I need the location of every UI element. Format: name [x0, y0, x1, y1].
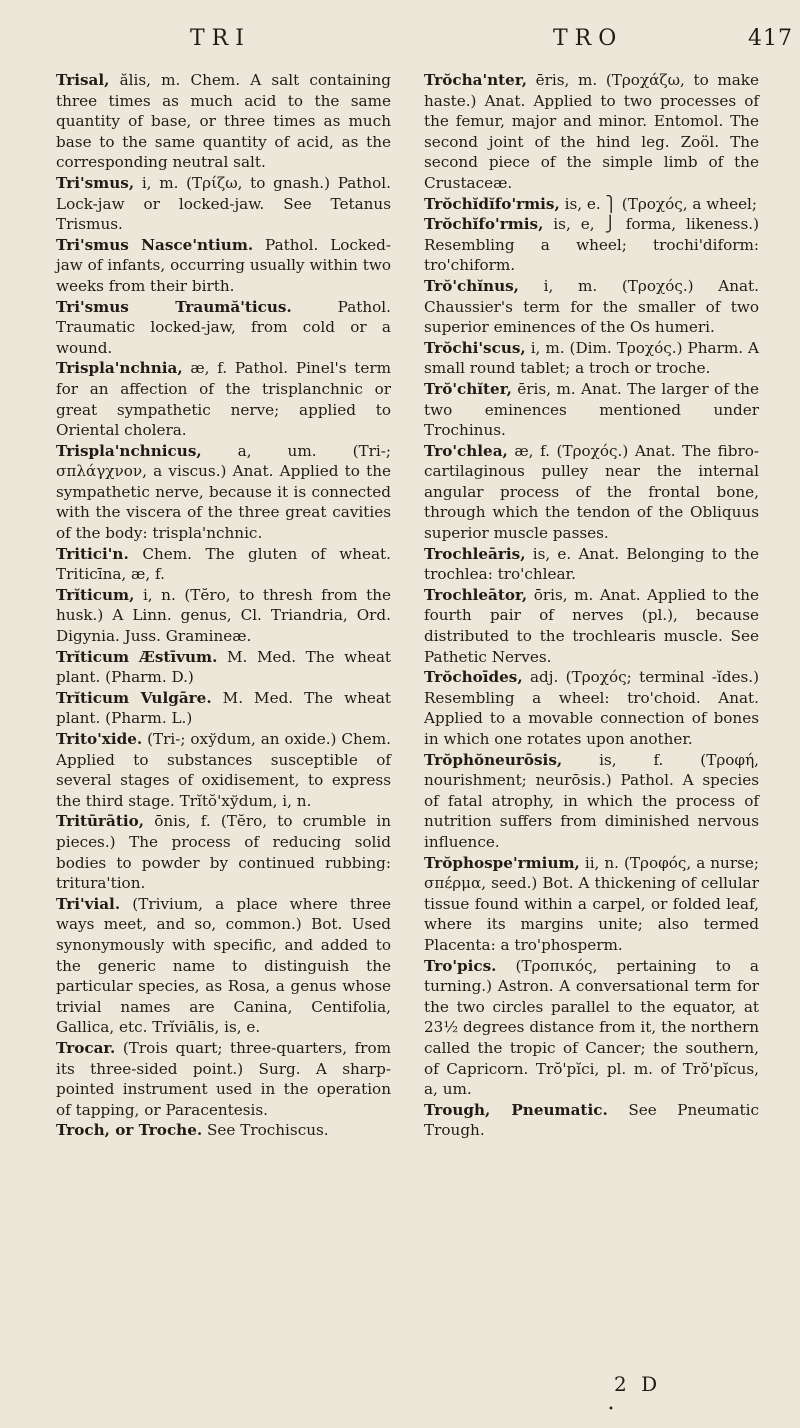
entry-definition: ēris, m. Anat. The larger of the two eminences mentioned under Trochinus.	[424, 379, 759, 440]
dictionary-entry	[424, 379, 759, 441]
entry-definition: a, um. (Tri-; σπλάγχνον, a viscus.) Anat. Applied to the sympathetic nerve, because it is connected with the viscera of the three great cavities of the body: trispla'nchnic.	[56, 441, 391, 543]
entry-definition: (Trois quart; three-quarters, from its three-sided point.) Surg. A sharp-pointed instrument used in the operation of tapping, or Paracentesis.	[56, 1038, 391, 1119]
entry-headword: Tri'vial.	[56, 894, 121, 913]
entry-definition: ōnis, f. (Tĕro, to crumble in pieces.) The process of reducing solid bodies to powder by continued rubbing: tritura'tion.	[56, 812, 391, 893]
entry-headword: Trŏcha'nter,	[424, 71, 528, 89]
dictionary-entry	[56, 297, 391, 359]
entry-headword: Tro'chlea,	[424, 441, 508, 460]
dictionary-entry	[56, 811, 391, 893]
entry-headword: Trispla'nchnia,	[56, 359, 183, 378]
entry-definition: is, e. ⎫ (Τροχός, a wheel;	[559, 194, 758, 213]
entry-headword: Trisal,	[56, 71, 110, 89]
entry-definition: ălis, m. Chem. A salt containing three times as much acid to the same quantity of base, or three times as much base to the same quantity of acid, as the corresponding neutral salt.	[56, 71, 391, 172]
dictionary-entry	[56, 441, 391, 544]
footer-dot: •	[608, 1404, 614, 1415]
entry-definition: (Trivium, a place where three ways meet, and so, common.) Bot. Used synonymously with specific, and added to the generic name to distinguish the particular species, as Rosa, a genus whose trivial names are Canina, Centifolia, Gallica, etc. Trĭviālis, is, e.	[56, 894, 391, 1037]
entry-definition: Chem. The gluten of wheat. Triticīna, æ, f.	[56, 544, 391, 584]
dictionary-entry	[56, 1038, 391, 1120]
entry-headword: Troch, or Troche.	[56, 1121, 203, 1140]
entry-headword: Trĭticum,	[56, 585, 135, 604]
entry-definition: æ, f. (Τροχός.) Anat. The fibro-cartilaginous pulley near the internal angular process of the frontal bone, through which the tendon of the Obliquus superior muscle passes.	[424, 441, 759, 543]
entry-definition: æ, f. Pathol. Pinel's term for an affection of the trisplanchnic or great sympathetic nerve; applied to Oriental cholera.	[56, 359, 391, 440]
entry-headword: Trŏ'chĭter,	[424, 379, 512, 398]
dictionary-entry	[424, 338, 759, 379]
dictionary-entry	[424, 1100, 759, 1141]
dictionary-entry	[56, 894, 391, 1038]
dictionary-entry	[56, 358, 391, 440]
entry-headword: Trocar.	[56, 1038, 116, 1057]
entry-headword: Trŏ'chĭnus,	[424, 276, 519, 295]
dictionary-entry	[424, 853, 759, 956]
dictionary-entry	[424, 276, 759, 338]
dictionary-entry	[56, 544, 391, 585]
entry-headword: Trŏchĭdĭfo'rmis,	[424, 194, 560, 213]
entry-headword: Trĭticum Æstīvum.	[56, 647, 218, 666]
header-right: TRO	[553, 26, 624, 51]
entry-definition: ēris, m. (Τροχάζω, to make haste.) Anat. Applied to two processes of the femur, major and minor. Entomol. The second joint of the hind leg. Zoöl. The second piece of the simple limb of the Crustaceæ.	[424, 71, 759, 192]
dictionary-entry	[56, 647, 391, 688]
entry-definition: M. Med. The wheat plant. (Pharm. D.)	[56, 647, 392, 687]
dictionary-entry	[424, 194, 759, 215]
running-header	[0, 26, 800, 56]
dictionary-entry	[424, 214, 759, 276]
dictionary-entry	[424, 585, 759, 667]
entry-definition: i, m. (Τροχός.) Anat. Chaussier's term for the smaller of two superior eminences of the Os humeri.	[424, 276, 759, 337]
entry-definition: M. Med. The wheat plant. (Pharm. L.)	[56, 688, 391, 728]
entry-headword: Tri'smus Nasce'ntium.	[56, 235, 254, 254]
dictionary-entry	[424, 70, 759, 194]
right-column	[424, 70, 759, 1141]
entry-definition: is, f. (Τροφή, nourishment; neurōsis.) Pathol. A species of fatal atrophy, in which the process of nutrition suffers from diminished nervous influence.	[424, 750, 759, 851]
entry-definition: is, e, ⎭ forma, likeness.) Resembling a wheel; trochi'diform: tro'chiform.	[424, 215, 759, 275]
entry-definition: (Tri-; oxўdum, an oxide.) Chem. Applied to substances susceptible of several stages of oxidisement, to express the third stage. Trĭtŏ'xўdum, i, n.	[56, 730, 391, 810]
entry-definition: i, m. (Dim. Τροχός.) Pharm. A small round tablet; a troch or troche.	[424, 338, 759, 378]
entry-headword: Trispla'nchnicus,	[56, 441, 202, 460]
header-left: TRI	[190, 26, 251, 51]
dictionary-entry	[424, 750, 759, 853]
entry-headword: Trĭticum Vulgāre.	[56, 688, 212, 707]
entry-definition: i, m. (Τρίζω, to gnash.) Pathol. Lock-jaw or locked-jaw. See Tetanus Trismus.	[56, 173, 391, 234]
entry-definition: Pathol. Traumatic locked-jaw, from cold or a wound.	[56, 297, 391, 357]
entry-headword: Tritici'n.	[56, 544, 129, 563]
entry-headword: Trŏchoīdes,	[424, 668, 523, 687]
dictionary-entry	[56, 688, 391, 729]
left-column	[56, 70, 391, 1141]
entry-headword: Tritūrātio,	[56, 812, 145, 831]
dictionary-entry	[424, 544, 759, 585]
entry-headword: Trŏphŏneurōsis,	[424, 750, 563, 769]
entry-headword: Tro'pics.	[424, 956, 497, 975]
entry-definition: (Τροπικός, pertaining to a turning.) Astron. A conversational term for the two circles parallel to the equator, at 23½ degrees distance from it, the northern called the tropic of Cancer; the southern, of Capricorn. Trŏ'pĭci, pl. m. of Trŏ'pĭcus, a, um.	[424, 956, 759, 1099]
dictionary-entry	[56, 235, 391, 297]
entry-definition: ii, n. (Τροφός, a nurse; σπέρμα, seed.) Bot. A thickening of cellular tissue found within a carpel, or folded leaf, where its margins unite; also termed Placenta: a tro'phosperm.	[424, 853, 759, 954]
dictionary-entry	[424, 441, 759, 544]
entry-headword: Trŏchĭfo'rmis,	[424, 215, 544, 234]
entry-headword: Trochleāris,	[424, 544, 526, 563]
dictionary-entry	[424, 667, 759, 749]
dictionary-entry	[56, 729, 391, 811]
dictionary-entry	[56, 585, 391, 647]
entry-definition: Pathol. Locked-jaw of infants, occurring usually within two weeks from their birth.	[56, 235, 391, 295]
entry-definition: See Trochiscus.	[202, 1121, 329, 1140]
page-number: 417	[748, 26, 793, 51]
entry-definition: adj. (Τροχός; terminal -ĭdes.) Resembling a wheel: tro'choid. Anat. Applied to a movable connection of bones in which one rotates upon another.	[424, 668, 759, 748]
dictionary-entry	[424, 956, 759, 1100]
dictionary-entry	[56, 173, 391, 235]
entry-definition: is, e. Anat. Belonging to the trochlea: tro'chlear.	[424, 544, 759, 584]
entry-headword: Tri'smus,	[56, 173, 135, 192]
dictionary-entry	[56, 70, 391, 173]
entry-headword: Trough, Pneumatic.	[424, 1100, 608, 1119]
entry-headword: Trochleātor,	[424, 585, 528, 604]
entry-headword: Tri'smus Traumă'ticus.	[56, 297, 292, 316]
entry-headword: Trŏchi'scus,	[424, 338, 526, 357]
entry-definition: See Pneumatic Trough.	[424, 1100, 759, 1140]
dictionary-entry	[56, 1120, 391, 1141]
entry-definition: i, n. (Tĕro, to thresh from the husk.) A Linn. genus, Cl. Triandria, Ord. Digynia. Juss. Gramineæ.	[56, 585, 391, 646]
entry-headword: Trŏphospe'rmium,	[424, 853, 580, 872]
entry-headword: Trito'xide.	[56, 730, 143, 748]
entry-definition: ōris, m. Anat. Applied to the fourth pair of nerves (pl.), because distributed to the trochlearis muscle. See Pathetic Nerves.	[424, 585, 759, 666]
signature-mark: 2 D	[614, 1372, 662, 1396]
